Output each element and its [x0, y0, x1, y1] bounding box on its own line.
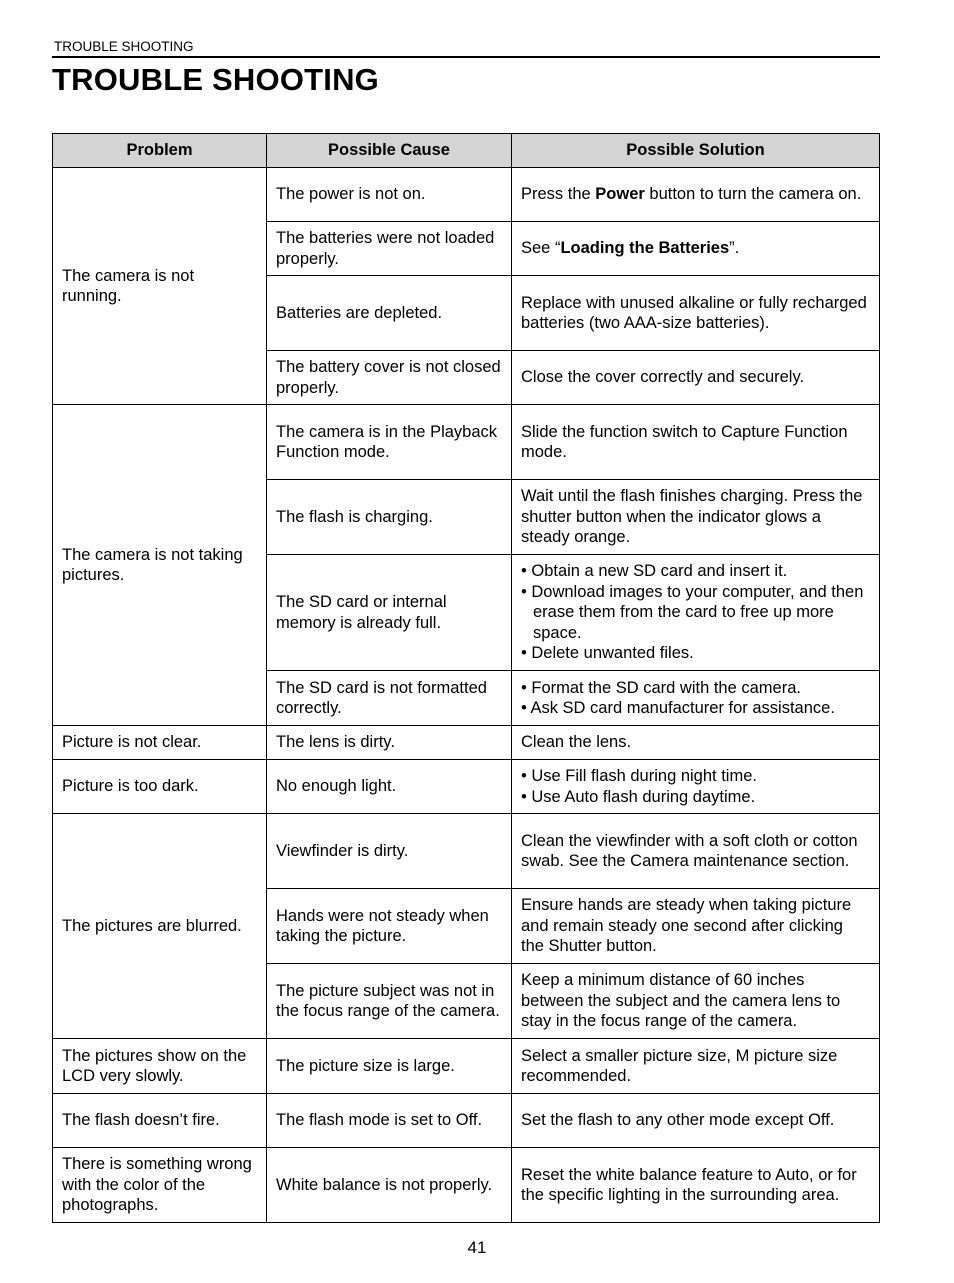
cause-cell: Viewfinder is dirty. — [267, 814, 512, 889]
header-rule — [52, 56, 880, 58]
solution-text: button to turn the camera on. — [644, 185, 862, 204]
cause-cell: No enough light. — [267, 760, 512, 814]
page-title: TROUBLE SHOOTING — [52, 62, 379, 97]
table-row — [53, 726, 880, 760]
cause-cell: The flash is charging. — [267, 480, 512, 555]
page-number: 41 — [467, 1238, 487, 1257]
table-row — [53, 168, 880, 222]
solution-cell: Ensure hands are steady when taking picture and remain steady one second after clicking the Shutter button. — [512, 889, 880, 964]
bullet-item: • Format the SD card with the camera. — [521, 678, 801, 697]
cause-cell: Batteries are depleted. — [267, 276, 512, 351]
table-row — [53, 1094, 880, 1148]
cause-cell: The lens is dirty. — [267, 726, 512, 760]
cause-cell: The picture size is large. — [267, 1039, 512, 1094]
column-header-solution: Possible Solution — [512, 134, 880, 168]
column-header-cause: Possible Cause — [267, 134, 512, 168]
solution-cell — [512, 760, 880, 814]
cause-cell: The camera is in the Playback Function mode. — [267, 405, 512, 480]
solution-text: See “ — [521, 239, 561, 258]
solution-cell: Reset the white balance feature to Auto, or for the specific lighting in the surrounding area. — [512, 1148, 880, 1223]
solution-cell: Close the cover correctly and securely. — [512, 351, 880, 405]
cause-cell: The flash mode is set to Off. — [267, 1094, 512, 1148]
solution-cell — [512, 222, 880, 276]
table-row — [53, 760, 880, 814]
problem-cell: The flash doesn’t fire. — [53, 1094, 267, 1148]
bullet-item: • Use Auto flash during daytime. — [521, 787, 756, 806]
column-header-problem: Problem — [53, 134, 267, 168]
cause-cell: The power is not on. — [267, 168, 512, 222]
solution-cell: Select a smaller picture size, M picture size recommended. — [512, 1039, 880, 1094]
table-header-row — [53, 134, 880, 168]
solution-text: Press the — [521, 185, 596, 204]
solution-cell: Clean the lens. — [512, 726, 880, 760]
solution-cell: Keep a minimum distance of 60 inches between the subject and the camera lens to stay in the focus range of the camera. — [512, 964, 880, 1039]
table-row — [53, 405, 880, 480]
problem-cell: The pictures show on the LCD very slowly. — [53, 1039, 267, 1094]
solution-cell: Replace with unused alkaline or fully recharged batteries (two AAA-size batteries). — [512, 276, 880, 351]
bullet-item: • Download images to your computer, and then erase them from the card to free up more space. — [521, 582, 864, 642]
cause-cell: The batteries were not loaded properly. — [267, 222, 512, 276]
bullet-item: • Delete unwanted files. — [521, 644, 694, 663]
running-head: TROUBLE SHOOTING — [54, 39, 194, 54]
problem-cell: There is something wrong with the color of the photographs. — [53, 1148, 267, 1223]
cause-cell: The SD card or internal memory is already full. — [267, 555, 512, 671]
table-row — [53, 814, 880, 889]
problem-cell: Picture is not clear. — [53, 726, 267, 760]
solution-bold-text: Loading the Batteries — [560, 239, 730, 258]
solution-text: ”. — [729, 239, 740, 258]
problem-cell: Picture is too dark. — [53, 760, 267, 814]
solution-cell — [512, 168, 880, 222]
table-row — [53, 1039, 880, 1094]
solution-cell: Set the flash to any other mode except Off. — [512, 1094, 880, 1148]
solution-cell — [512, 671, 880, 726]
cause-cell: The battery cover is not closed properly. — [267, 351, 512, 405]
cause-cell: Hands were not steady when taking the picture. — [267, 889, 512, 964]
trouble-shooting-table — [52, 133, 880, 1223]
solution-cell: Clean the viewfinder with a soft cloth or cotton swab. See the Camera maintenance section. — [512, 814, 880, 889]
solution-cell — [512, 555, 880, 671]
bullet-item: • Ask SD card manufacturer for assistance. — [521, 699, 835, 717]
bullet-item: • Obtain a new SD card and insert it. — [521, 562, 788, 581]
cause-cell: The picture subject was not in the focus range of the camera. — [267, 964, 512, 1039]
table-row — [53, 1148, 880, 1223]
solution-bold-text: Power — [595, 185, 645, 204]
problem-cell: The camera is not running. — [53, 168, 267, 405]
solution-cell: Wait until the flash finishes charging. Press the shutter button when the indicator glows a steady orange. — [512, 480, 880, 555]
cause-cell: White balance is not properly. — [267, 1148, 512, 1223]
solution-cell: Slide the function switch to Capture Function mode. — [512, 405, 880, 480]
cause-cell: The SD card is not formatted correctly. — [267, 671, 512, 726]
problem-cell: The pictures are blurred. — [53, 814, 267, 1039]
bullet-item: • Use Fill flash during night time. — [521, 767, 757, 785]
problem-cell: The camera is not taking pictures. — [53, 405, 267, 726]
